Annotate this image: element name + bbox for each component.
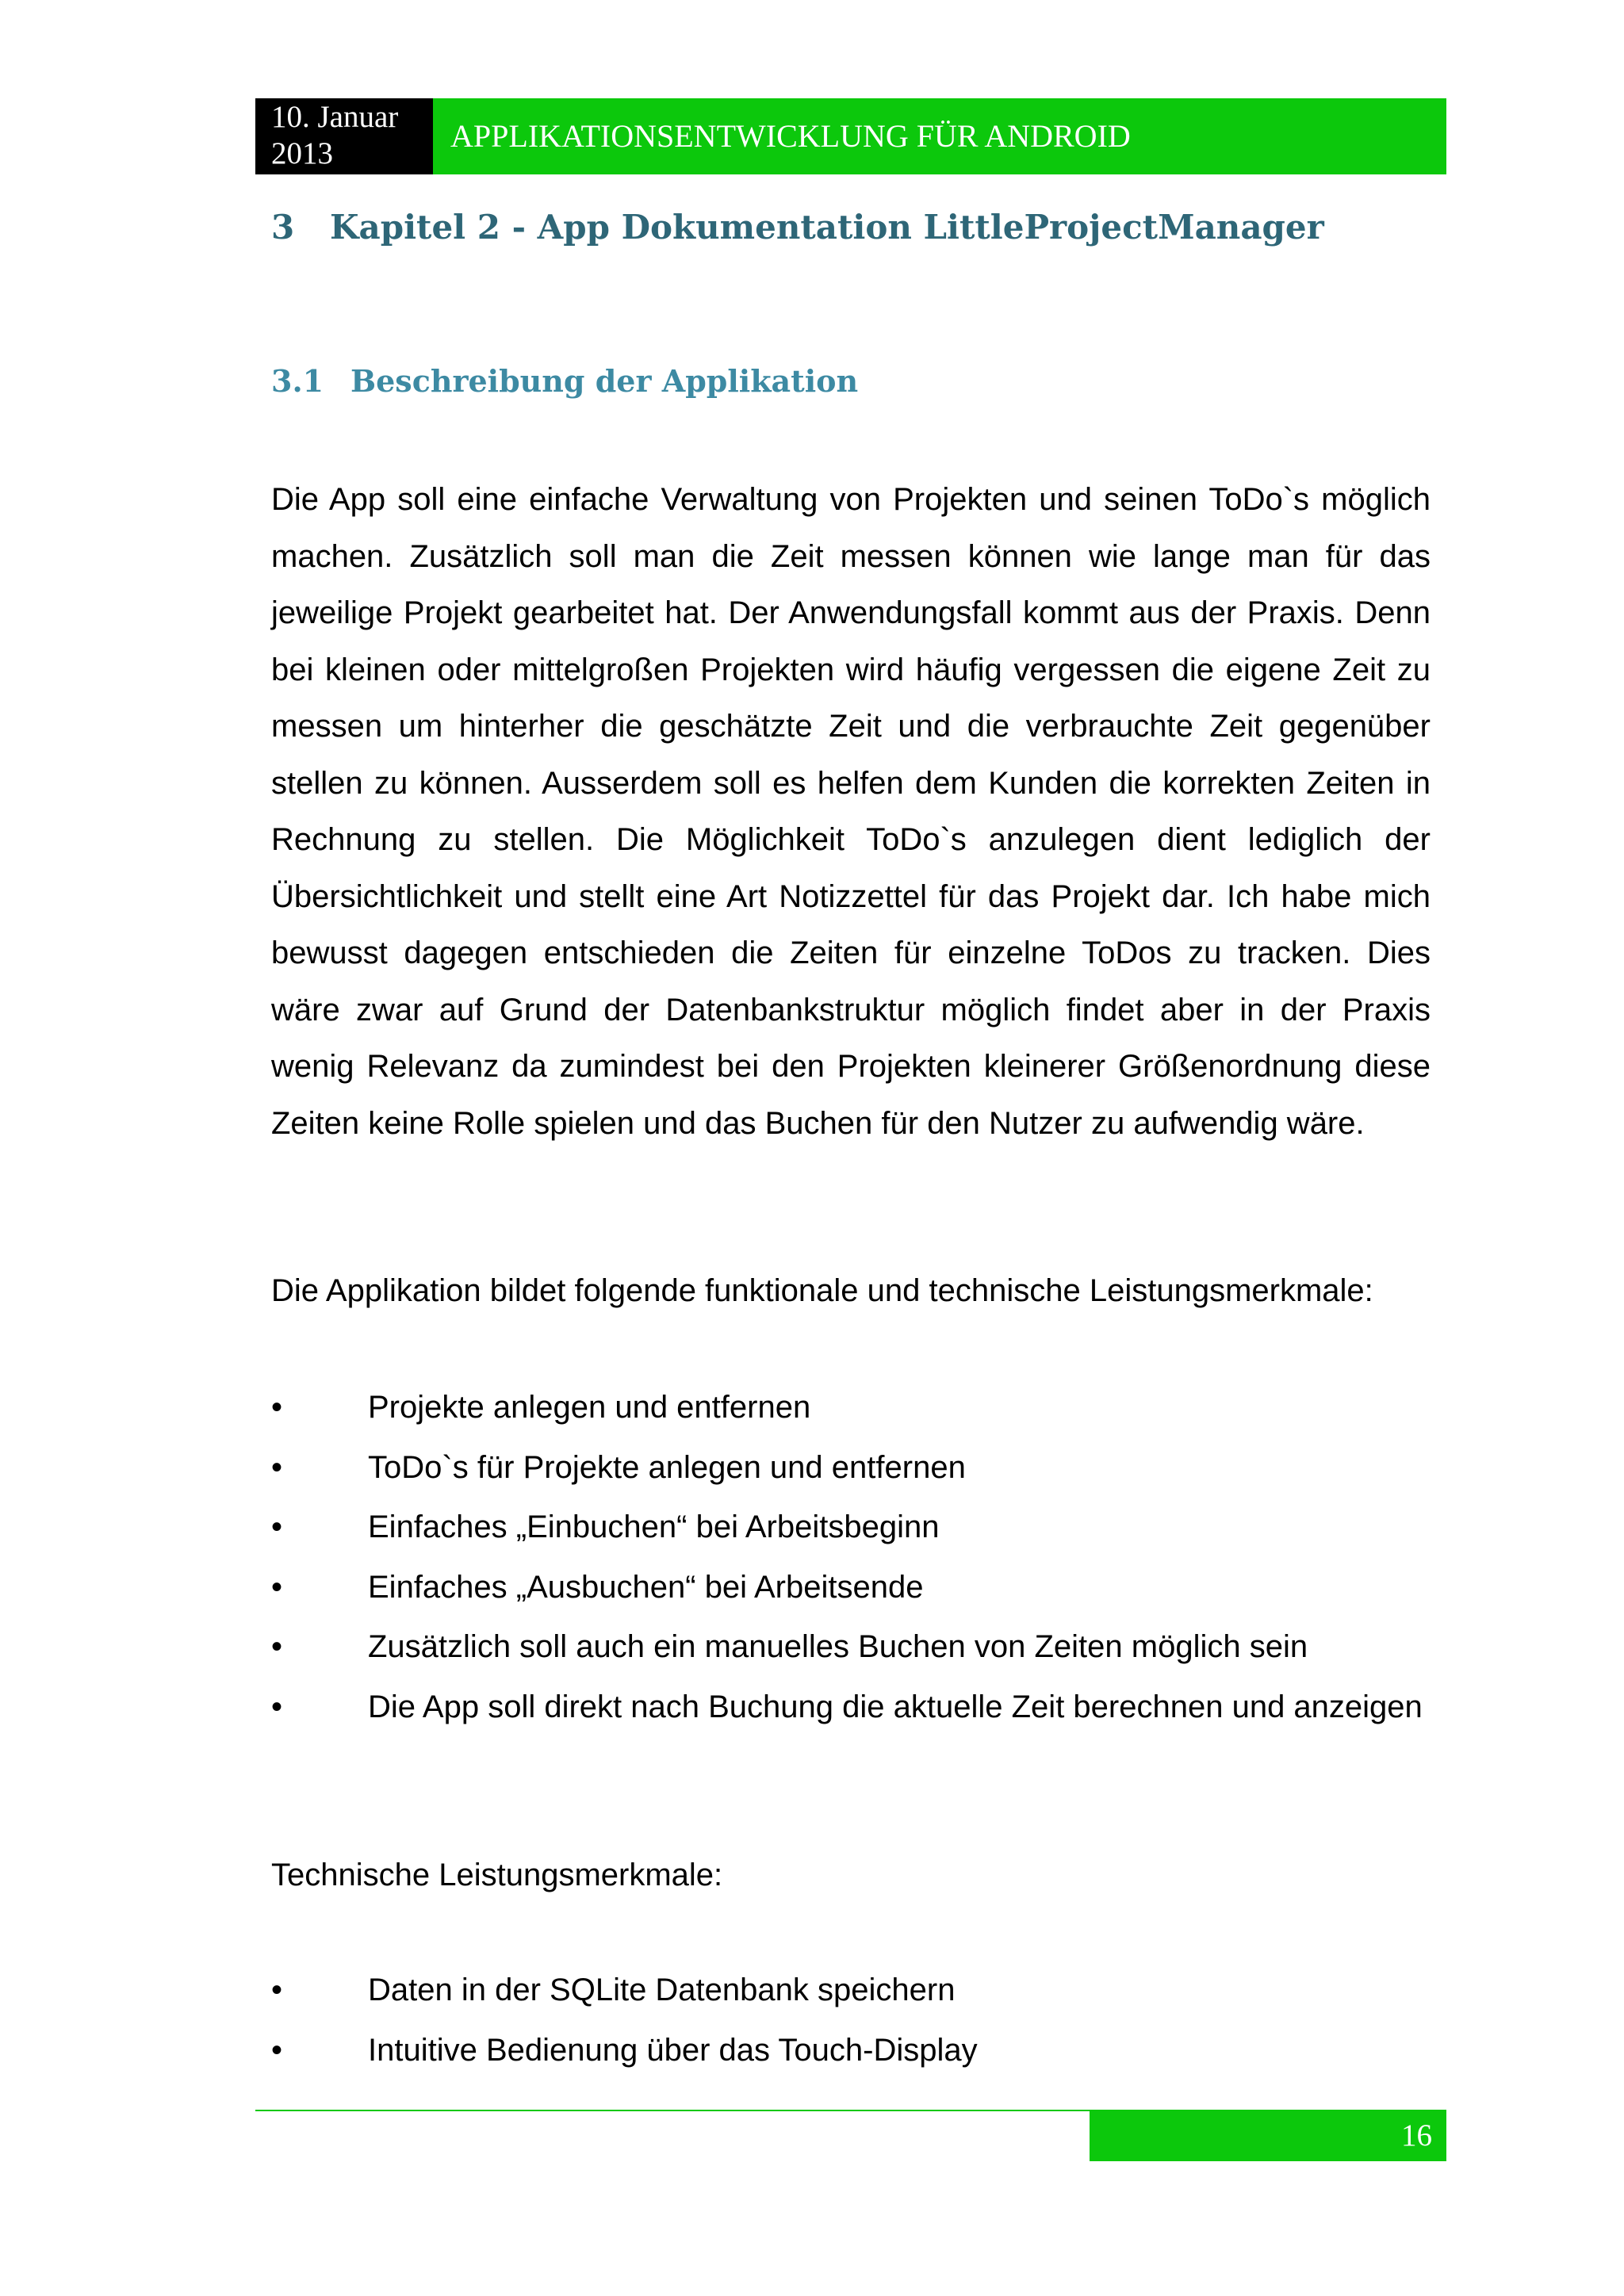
section-heading xyxy=(271,363,858,399)
technical-features-list xyxy=(271,1962,1431,2082)
features-intro-paragraph: Die Applikation bildet folgende funktionale und technische Leistungsmerkmale: xyxy=(271,1273,1373,1308)
list-item xyxy=(271,1499,1431,1556)
list-item xyxy=(271,1440,1431,1497)
functional-features-list xyxy=(271,1380,1431,1739)
bullet-icon: • xyxy=(271,1510,283,1544)
bullet-icon: • xyxy=(271,1973,283,2007)
list-item xyxy=(271,1380,1431,1437)
technical-features-heading: Technische Leistungsmerkmale: xyxy=(271,1858,723,1892)
description-paragraph: Die App soll eine einfache Verwaltung von Projekten und seinen ToDo`s möglich machen. Zusätzlich soll man die Zeit messen können wie lange man für das jeweilige Projekt gearbeitet hat. Der Anwendungsfall kommt aus der Praxis. Denn bei kleinen oder mittelgroßen Projekten wird häufig vergessen die eigene Zeit zu messen um hinterher die geschätzte Zeit und die verbrauchte Zeit gegenüber stellen zu können. Ausserdem soll es helfen dem Kunden die korrekten Zeiten in Rechnung zu stellen. Die Möglichkeit ToDo`s anzulegen dient lediglich der Übersichtlichkeit und stellt eine Art Notizzettel für das Projekt dar. Ich habe mich bewusst dagegen entschieden die Zeiten für einzelne ToDos zu tracken. Dies wäre zwar auf Grund der Datenbankstruktur möglich findet aber in der Praxis wenig Relevanz da zumindest bei den Projekten kleinerer Größenordnung diese Zeiten keine Rolle spielen und das Buchen für den Nutzer zu aufwendig wäre. xyxy=(271,482,1431,1141)
list-item xyxy=(271,1962,1431,2019)
list-item-text: Die App soll direkt nach Buchung die aktuelle Zeit berechnen und anzeigen xyxy=(368,1689,1423,1724)
list-item-text: Zusätzlich soll auch ein manuelles Buchen von Zeiten möglich sein xyxy=(368,1629,1308,1664)
bullet-icon: • xyxy=(271,1689,283,1724)
header-date-day: 10. Januar xyxy=(271,100,399,134)
page-number: 16 xyxy=(1090,2110,1446,2161)
bullet-icon: • xyxy=(271,1449,283,1485)
chapter-number: 3 xyxy=(271,208,295,247)
header-date-year: 2013 xyxy=(271,136,333,170)
section-number: 3.1 xyxy=(271,363,324,399)
list-item xyxy=(271,1559,1431,1617)
chapter-title: Kapitel 2 - App Dokumentation LittleProjectManager xyxy=(330,208,1324,247)
header-date xyxy=(255,98,433,174)
list-item xyxy=(271,1619,1431,1676)
list-item-text: ToDo`s für Projekte anlegen und entfernen xyxy=(368,1449,966,1485)
list-item-text: Intuitive Bedienung über das Touch-Display xyxy=(368,2032,978,2068)
chapter-heading xyxy=(271,208,1324,247)
header-title: APPLIKATIONSENTWICKLUNG FÜR ANDROID xyxy=(433,98,1446,174)
list-item-text: Einfaches „Einbuchen“ bei Arbeitsbeginn xyxy=(368,1510,940,1544)
section-title: Beschreibung der Applikation xyxy=(350,363,859,399)
list-item-text: Daten in der SQLite Datenbank speichern xyxy=(368,1973,956,2007)
list-item xyxy=(271,1679,1431,1736)
bullet-icon: • xyxy=(271,2032,283,2068)
list-item-text: Projekte anlegen und entfernen xyxy=(368,1390,811,1425)
bullet-icon: • xyxy=(271,1569,283,1605)
list-item-text: Einfaches „Ausbuchen“ bei Arbeitsende xyxy=(368,1569,924,1605)
bullet-icon: • xyxy=(271,1390,283,1425)
list-item xyxy=(271,2022,1431,2080)
bullet-icon: • xyxy=(271,1629,283,1664)
